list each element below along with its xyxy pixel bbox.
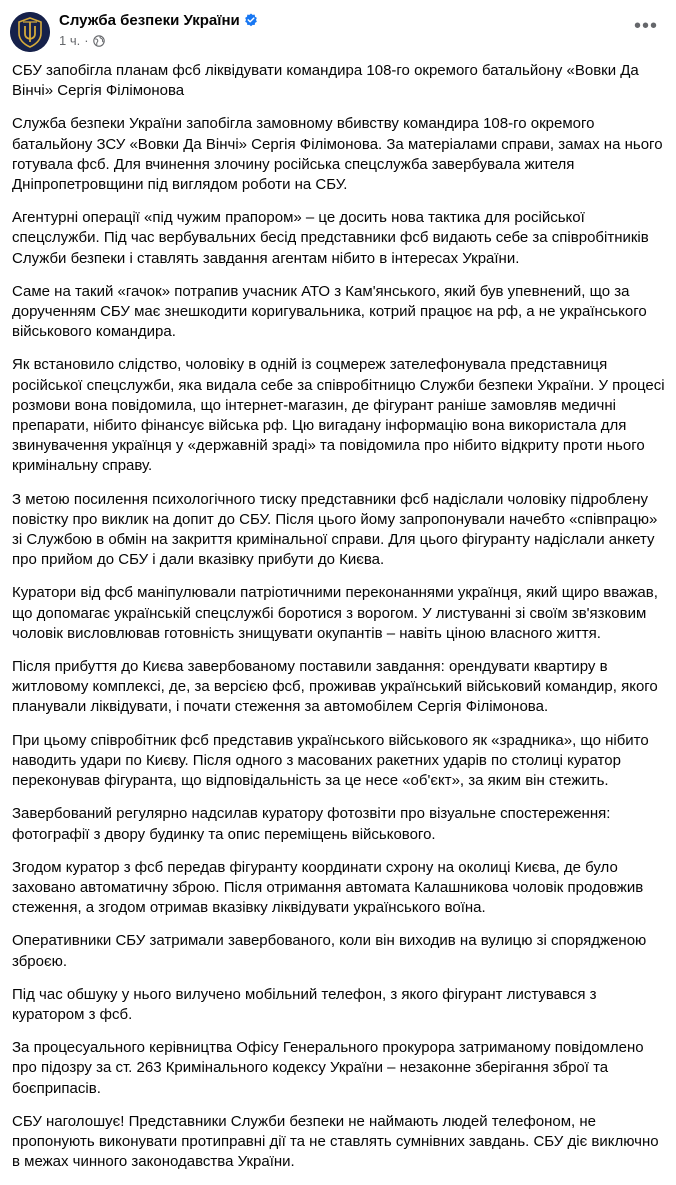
post-body [12, 61, 667, 1185]
sbu-emblem-icon [10, 12, 50, 52]
post-paragraph: При цьому співробітник фсб представив українського військового як «зрадника», що нібито наводить удари по Києву. Після одного з масованих ракетних ударів по столиці куратор переконував фігуранта, що відповідальність за це несе «об'єкт», за яким він стежить. [12, 731, 649, 790]
page-name-link[interactable]: Служба безпеки України [59, 12, 240, 29]
post-paragraph: За процесуального керівництва Офісу Генерального прокурора затриманому повідомлено про підозру за ст. 263 Кримінального кодексу України – незаконне зберігання зброї та боєприпасів. [12, 1039, 644, 1097]
post-headline: СБУ запобігла планам фсб ліквідувати командира 108-го окремого батальйону «Вовки Да Вінчі» Сергія Філімонова [12, 62, 639, 100]
post-paragraph: Агентурні операції «під чужим прапором» – це досить нова тактика для російської спецслужби. Під час вербувальних бесід представники фсб видають себе за співробітників Служби безпеки і ставлять завдання агентам нібито в інтересах України. [12, 209, 649, 267]
post-paragraph: Служба безпеки України запобігла замовному вбивству командира 108-го окремого батальйону ЗСУ «Вовки Да Вінчі» Сергія Філімонова. За матеріалами справи, замах на нього готувала фсб. Для вчинення злочину російська спецслужба завербувала жителя Дніпропетровщини під виглядом роботи на СБУ. [12, 115, 663, 194]
post-timestamp[interactable]: 1 ч. [59, 33, 81, 48]
post-paragraph: Куратори від фсб маніпулювали патріотичними переконаннями українця, який щиро вважав, що допомагає українській спецслужбі боротися з ворогом. У листуванні зі своїм зв'язковим чоловік висловлював готовність знищувати окупантів – навіть ціною власного життя. [12, 584, 658, 642]
post-paragraph: Оперативники СБУ затримали завербованого, коли він виходив на вулицю зі спорядженою зброєю. [12, 932, 647, 970]
meta-separator: · [84, 33, 89, 48]
post-paragraph: Саме на такий «гачок» потрапив учасник АТО з Кам'янського, який був упевнений, що за дорученням СБУ має знешкодити коригувальника, котрий працює на рф, а не українського військового командира. [12, 282, 647, 341]
avatar[interactable] [10, 12, 50, 52]
globe-icon [93, 35, 105, 47]
post-paragraph: Після прибуття до Києва завербованому поставили завдання: орендувати квартиру в житловому комплексі, де, за версією фсб, проживав український військовий командир, якого планували ліквідувати, і почати стеження за автомобілем Сергія Філімонова. [12, 658, 658, 716]
verified-badge-icon [244, 13, 258, 27]
post-paragraph: СБУ наголошує! Представники Служби безпеки не наймають людей телефоном, не пропонують виконувати протиправні дії та не ставлять сумнівних завдань. СБУ діє виключно в межах чинного законодавства України. [12, 1112, 659, 1171]
post-paragraph: Згодом куратор з фсб передав фігуранту координати схрону на околиці Києва, де було заховано автоматичну зброю. Після отримання автомата Калашникова чоловік продовжив стеження, а згодом отримав вказівку ліквідувати українського воїна. [12, 858, 644, 917]
post-paragraph: З метою посилення психологічного тиску представники фсб надіслали чоловіку підроблену повістку про виклик на допит до СБУ. Після цього йому запропонували начебто «співпрацю» зі Службою в обмін на закриття кримінальної справи. Для цього фігуранту надіслали анкету про прийом до СБУ і дали вказівку прибути до Києва. [12, 490, 658, 569]
post-paragraph: Під час обшуку у нього вилучено мобільний телефон, з якого фігурант листувався з куратором з фсб. [12, 985, 597, 1023]
more-options-button[interactable] [630, 14, 662, 38]
page-name-row [59, 12, 258, 30]
post-paragraph: Завербований регулярно надсилав куратору фотозвіти про візуальне спостереження: фотографії з двору будинку та опис переміщень військового. [12, 805, 611, 843]
post-header [0, 0, 676, 60]
more-horizontal-icon: ••• [633, 14, 658, 37]
post-paragraph: Як встановило слідство, чоловіку в одній із соцмереж зателефонувала представниця російської спецслужби, яка видала себе за співробітницю Служби безпеки України. У процесі розмови вона повідомила, що інтернет-магазин, де фігурант раніше замовляв медичні препарати, нібито фінансує війська рф. Цю вигадану інформацію вона використала для звинувачення українця у «державній зраді» та повідомила про нібито відкриту проти нього кримінальну справу. [12, 356, 665, 475]
post-meta [59, 33, 105, 49]
